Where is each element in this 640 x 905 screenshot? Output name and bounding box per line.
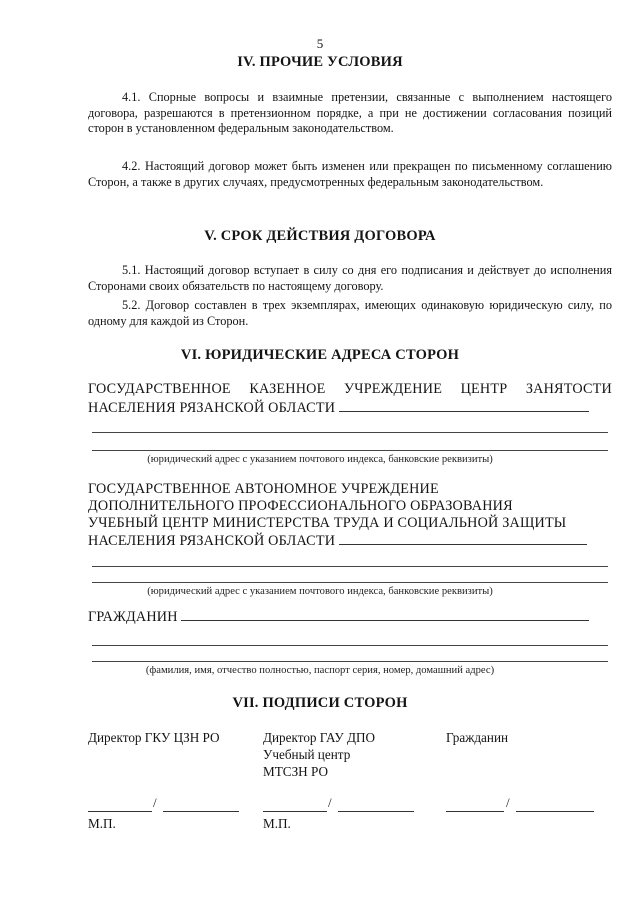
page-number: 5	[316, 36, 324, 51]
org2-name-line4-text: НАСЕЛЕНИЯ РЯЗАНСКОЙ ОБЛАСТИ	[88, 533, 336, 549]
org2-address-line-2[interactable]	[92, 566, 608, 567]
citizen-details-caption: (фамилия, имя, отчество полностью, паспорт серия, номер, домашний адрес)	[145, 665, 495, 676]
party1-signatory: Директор ГКУ ЦЗН РО	[88, 730, 220, 745]
party3-signature-line[interactable]	[446, 811, 504, 812]
section-5-paragraph-1-text: 5.1. Настоящий договор вступает в силу со дня его подписания и действует до исполнения Сторонами своих обязательств по настоящему договору.	[88, 263, 612, 293]
section-5-title: V. СРОК ДЕЙСТВИЯ ДОГОВОРА	[204, 228, 436, 244]
section-4-paragraph-1-text: 4.1. Спорные вопросы и взаимные претензии, связанные с выполнением настоящего договора, разрешаются в претензионном порядке, а при не достижении согласования позиций сторон в установленном федеральным законодательством.	[88, 90, 612, 136]
org2-address-field[interactable]	[339, 532, 587, 545]
org2-address-line-3[interactable]	[92, 582, 608, 583]
party1-name-line[interactable]	[163, 811, 239, 812]
section-5-paragraph-1	[88, 263, 612, 294]
party3-name-line[interactable]	[516, 811, 594, 812]
party1-stamp-label: М.П.	[88, 816, 116, 831]
party3-signatory: Гражданин	[446, 730, 509, 745]
citizen-details-field[interactable]	[181, 608, 589, 621]
citizen-details-line-2[interactable]	[92, 645, 608, 646]
section-4-title: IV. ПРОЧИЕ УСЛОВИЯ	[237, 54, 403, 70]
org2-address-caption: (юридический адрес с указанием почтового индекса, банковские реквизиты)	[147, 586, 493, 597]
party2-stamp-label: М.П.	[263, 816, 291, 831]
party2-name-line[interactable]	[338, 811, 414, 812]
org1-address-line-2[interactable]	[92, 432, 608, 433]
section-4-paragraph-2	[88, 159, 612, 190]
section-7-title: VII. ПОДПИСИ СТОРОН	[232, 695, 408, 711]
org1-name-line2-text: НАСЕЛЕНИЯ РЯЗАНСКОЙ ОБЛАСТИ	[88, 400, 336, 416]
section-4-paragraph-1	[88, 90, 612, 137]
section-5-paragraph-2	[88, 298, 612, 329]
org1-address-field[interactable]	[339, 399, 589, 412]
org1-address-line-3[interactable]	[92, 450, 608, 451]
party2-signatory-line3: МТСЗН РО	[263, 764, 329, 779]
citizen-details-line-3[interactable]	[92, 661, 608, 662]
org1-name-line1: ГОСУДАРСТВЕННОЕ КАЗЕННОЕ УЧРЕЖДЕНИЕ ЦЕНТР ЗАНЯТОСТИ	[88, 381, 612, 397]
org2-name-line3: УЧЕБНЫЙ ЦЕНТР МИНИСТЕРСТВА ТРУДА И СОЦИАЛЬНОЙ ЗАЩИТЫ	[88, 515, 567, 531]
section-5-paragraph-2-text: 5.2. Договор составлен в трех экземплярах, имеющих одинаковую юридическую силу, по одному для каждой из Сторон.	[88, 298, 612, 328]
org2-name-line1: ГОСУДАРСТВЕННОЕ АВТОНОМНОЕ УЧРЕЖДЕНИЕ	[88, 481, 439, 497]
org1-name-line2	[88, 399, 612, 418]
party2-signatory-line1: Директор ГАУ ДПО	[263, 730, 376, 745]
party1-signature-line[interactable]	[88, 811, 152, 812]
citizen-line	[88, 608, 612, 627]
party1-signature-slash: /	[153, 795, 157, 810]
org2-name-line2: ДОПОЛНИТЕЛЬНОГО ПРОФЕССИОНАЛЬНОГО ОБРАЗОВАНИЯ	[88, 498, 513, 514]
citizen-label: ГРАЖДАНИН	[88, 609, 178, 625]
section-6-title: VI. ЮРИДИЧЕСКИЕ АДРЕСА СТОРОН	[180, 347, 460, 363]
org2-name-line4	[88, 532, 612, 551]
party2-signature-line[interactable]	[263, 811, 327, 812]
party2-signatory-line2: Учебный центр	[263, 747, 351, 762]
party2-signature-slash: /	[328, 795, 332, 810]
org1-address-caption: (юридический адрес с указанием почтового индекса, банковские реквизиты)	[147, 454, 493, 465]
section-4-paragraph-2-text: 4.2. Настоящий договор может быть изменен или прекращен по письменному соглашению Сторон, а также в других случаях, предусмотренных федеральным законодательством.	[88, 159, 612, 189]
party3-signature-slash: /	[506, 795, 510, 810]
